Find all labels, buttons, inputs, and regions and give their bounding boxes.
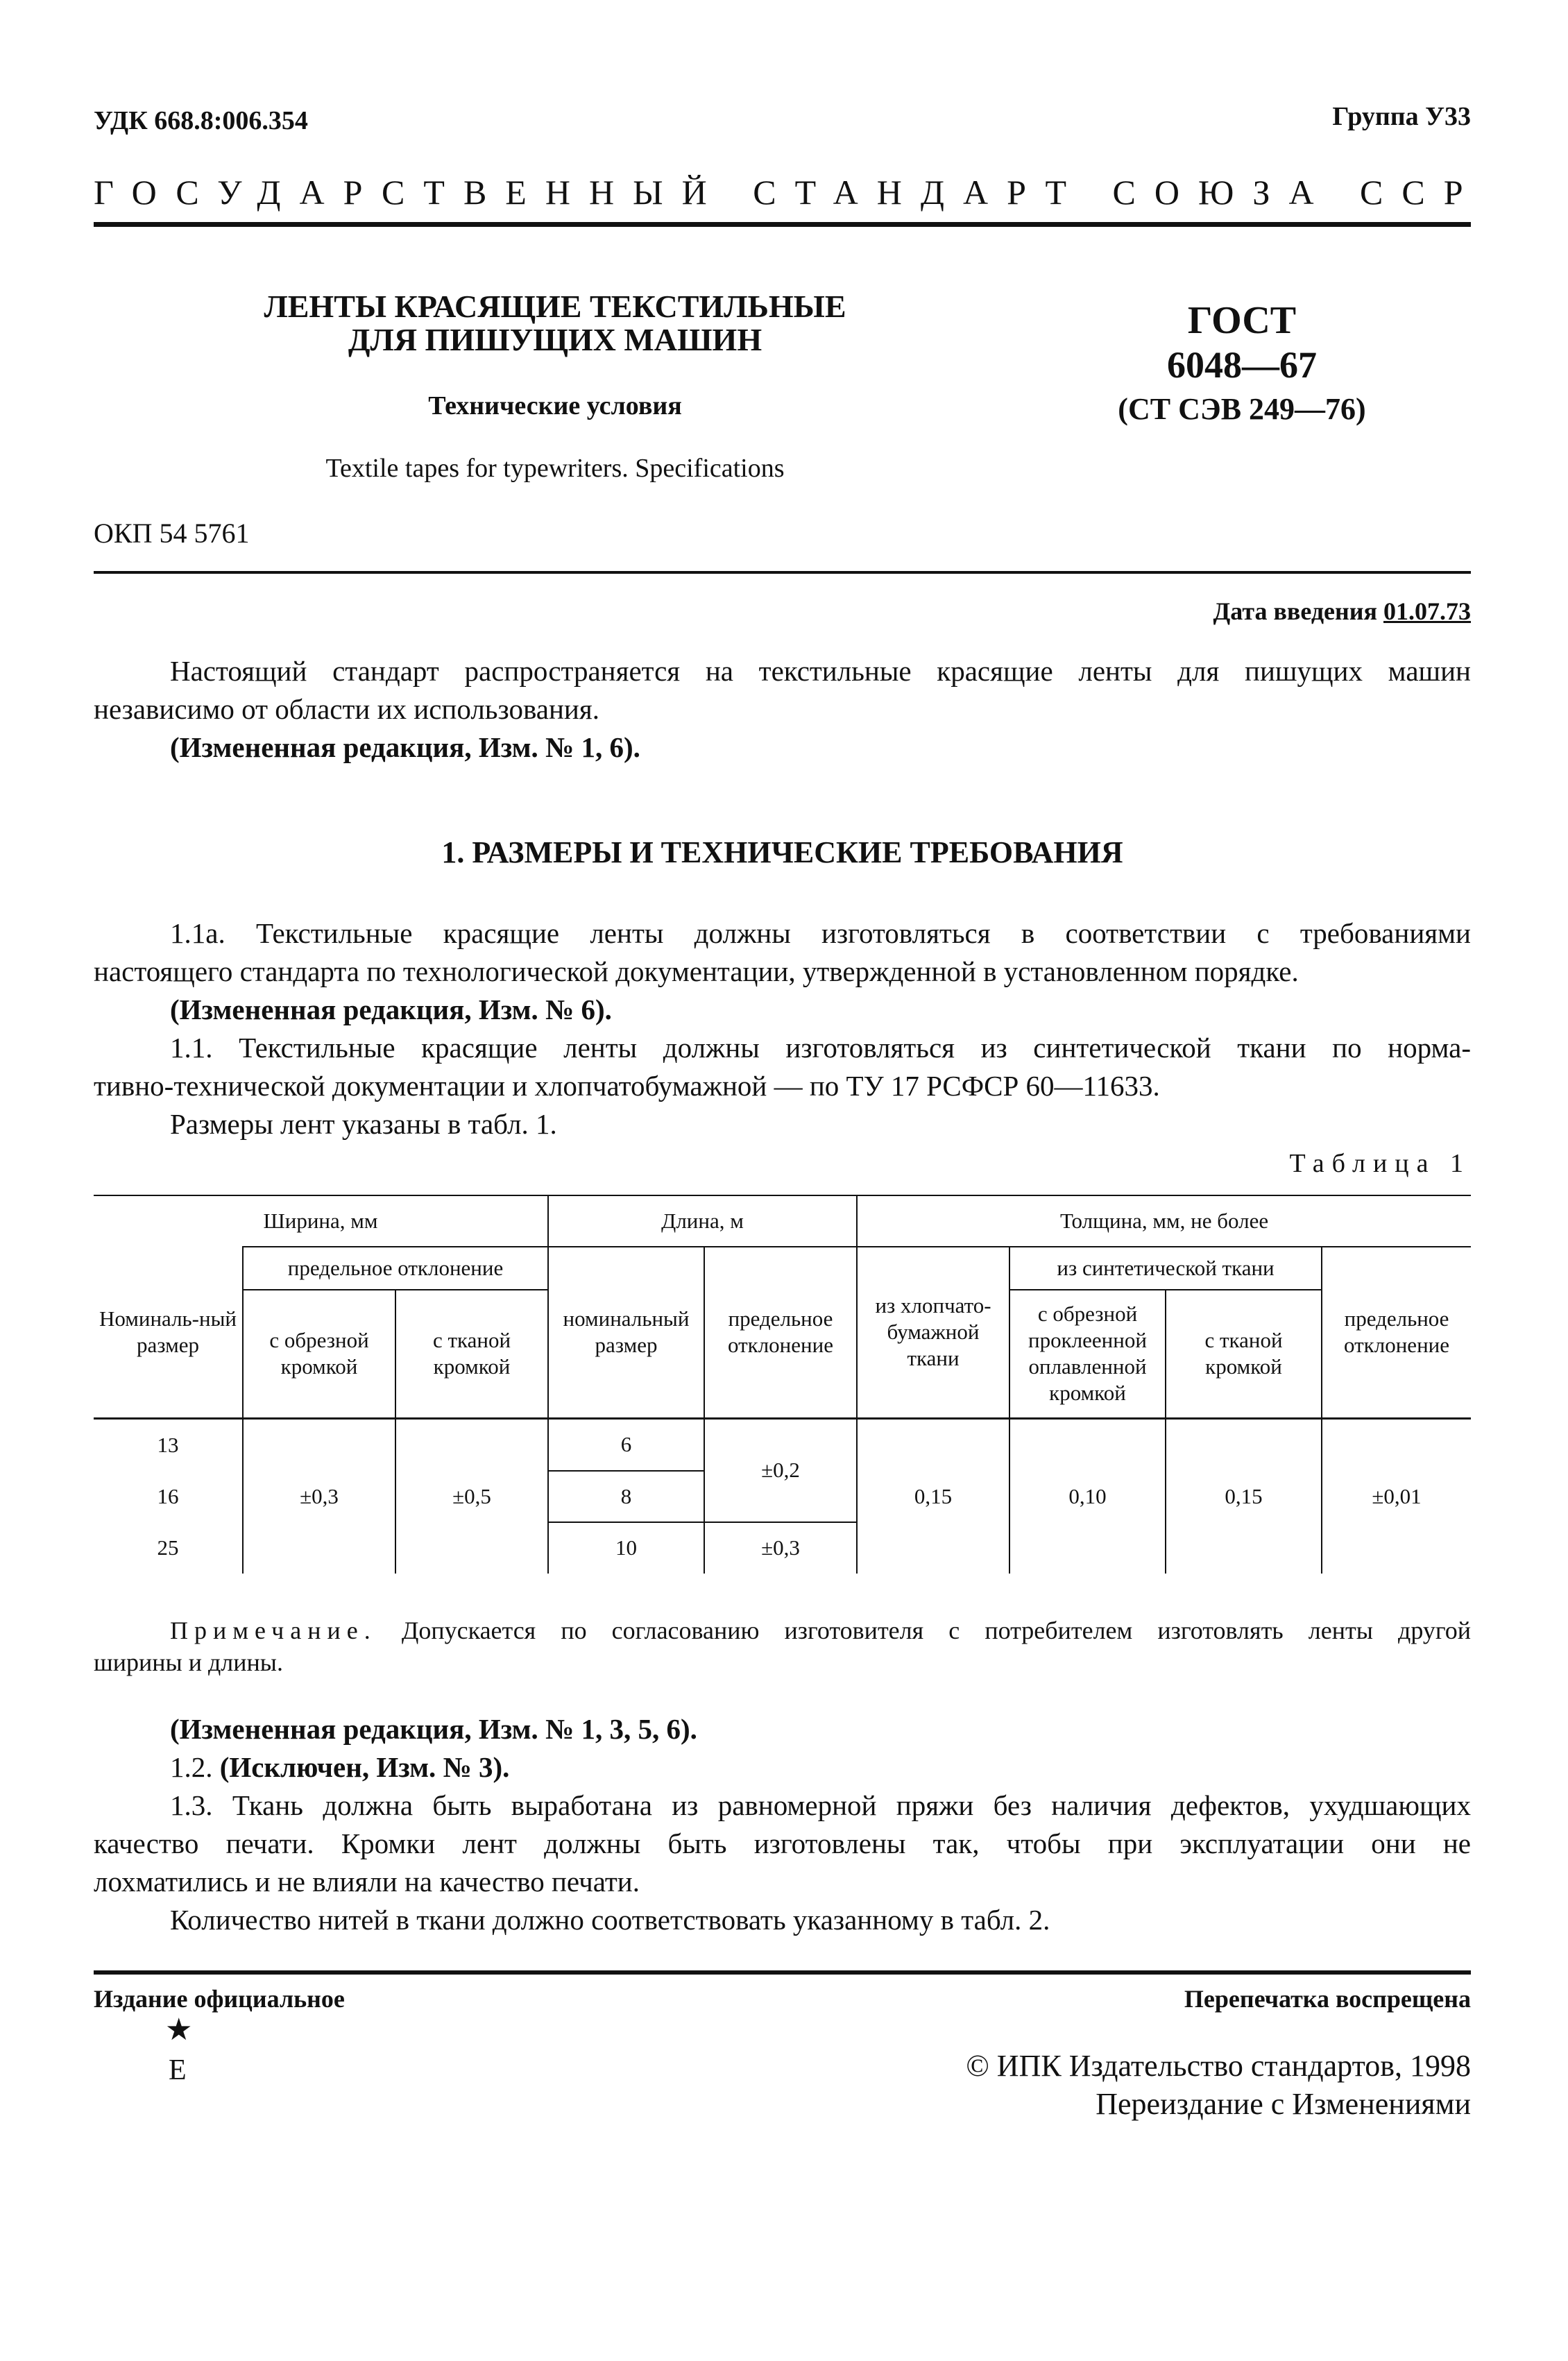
header-synthetic: из синтетической ткани — [1009, 1247, 1322, 1290]
reissue-note: Переиздание с Изменениями — [1096, 2087, 1471, 2121]
header-synthetic-woven-edge: с тканой кромкой — [1166, 1290, 1322, 1418]
note-line-1 — [94, 1614, 1471, 1646]
header-cut-edge: с обрезной кромкой — [243, 1290, 395, 1418]
header-width: Ширина, мм — [94, 1195, 548, 1247]
header-thickness-tolerance: предельное отклонение — [1322, 1247, 1471, 1418]
reprint-prohibited: Перепечатка воспрещена — [1184, 1985, 1471, 2013]
title-line-2: ДЛЯ ПИШУЩИХ МАШИН — [348, 322, 762, 357]
header-rule — [94, 222, 1471, 227]
section-1-heading: 1. РАЗМЕРЫ И ТЕХНИЧЕСКИЕ ТРЕБОВАНИЯ — [441, 835, 1123, 869]
introduction-date — [1213, 597, 1472, 626]
scope-paragraph — [94, 652, 1471, 767]
edition-letter: E — [169, 2054, 187, 2086]
note-word: Примечание. — [170, 1617, 377, 1644]
clause-1-1a-line-1: 1.1а. Текстильные красящие ленты должны изготовляться в соответствии с требованиями — [170, 917, 1471, 949]
copyright: © ИПК Издательство стандартов, 1998 — [966, 2049, 1471, 2083]
note-line-2: ширины и длины. — [94, 1648, 283, 1676]
length-value: 6 — [548, 1420, 704, 1471]
document-title — [208, 290, 902, 357]
table-note — [94, 1614, 1471, 1678]
gost-block — [1068, 298, 1415, 432]
okp-code: ОКП 54 5761 — [94, 518, 250, 549]
group-code: Группа У33 — [1332, 102, 1471, 131]
gost-label: ГОСТ — [1187, 299, 1297, 342]
english-title: Textile tapes for typewriters. Specifications — [325, 454, 785, 483]
length-tolerance-value: ±0,2 — [761, 1458, 800, 1482]
title-line-1: ЛЕНТЫ КРАСЯЩИЕ ТЕКСТИЛЬНЫЕ — [264, 289, 846, 324]
thickness-tolerance-value: ±0,01 — [1322, 1420, 1471, 1574]
cmea-number: (СТ СЭВ 249—76) — [1118, 392, 1366, 426]
clause-1-1-line-3: Размеры лент указаны в табл. 1. — [170, 1108, 557, 1140]
clause-1-2 — [94, 1748, 1471, 1787]
table-1 — [94, 1195, 1471, 1574]
tolerance-cut-value: ±0,3 — [243, 1420, 395, 1574]
tolerance-woven-value: ±0,5 — [395, 1420, 548, 1574]
header-width-tolerance: предельное отклонение — [243, 1247, 548, 1290]
header-cotton: из хлопчато-бумажной ткани — [857, 1247, 1009, 1418]
cotton-thickness-value: 0,15 — [857, 1420, 1009, 1574]
header-length-tolerance: предельное отклонение — [704, 1247, 857, 1418]
width-value: 13 — [157, 1432, 179, 1457]
official-edition: Издание официальное — [94, 1985, 345, 2013]
scope-amendment: (Измененная редакция, Изм. № 1, 6). — [170, 731, 640, 763]
udk-code: УДК 668.8:006.354 — [94, 106, 308, 135]
clause-1-3-line-2: качество печати. Кромки лент должны быть изготовлены так, чтобы при эксплуатации они не — [94, 1827, 1471, 1859]
clause-1-2-text: (Исключен, Изм. № 3). — [219, 1751, 510, 1783]
clause-1-1a — [94, 914, 1471, 1143]
length-value: 10 — [548, 1522, 704, 1574]
scope-line-2: независимо от области их использования. — [94, 693, 599, 725]
gost-number: 6048—67 — [1167, 344, 1317, 386]
clauses-1-2-1-3 — [94, 1710, 1471, 1939]
intro-date-label: Дата введения — [1213, 597, 1377, 625]
standard-banner: ГОСУДАРСТВЕННЫЙ СТАНДАРТ СОЮЗА ССР — [94, 173, 1482, 212]
header-thickness: Толщина, мм, не более — [857, 1195, 1471, 1247]
clause-1-1a-line-2: настоящего стандарта по технологической документации, утвержденной в установленном порядке. — [94, 955, 1299, 987]
width-value: 25 — [157, 1535, 179, 1560]
intro-date-value: 01.07.73 — [1383, 597, 1471, 625]
synthetic-woven-thickness-value: 0,15 — [1166, 1420, 1322, 1574]
table-1-label: Таблица 1 — [1289, 1149, 1471, 1178]
clause-1-3-line-4: Количество нитей в ткани должно соответствовать указанному в табл. 2. — [170, 1904, 1050, 1936]
clause-1-2-number: 1.2. — [170, 1751, 213, 1783]
table-amendment: (Измененная редакция, Изм. № 1, 3, 5, 6). — [170, 1713, 697, 1745]
note-text: Допускается по согласованию изготовителя с потребителем изготовлять ленты другой — [401, 1617, 1471, 1644]
clause-1-3-line-1: 1.3. Ткань должна быть выработана из равномерной пряжи без наличия дефектов, ухудшающих — [170, 1789, 1471, 1821]
header-cut-fused-edge: с обрезной проклеенной оплавленной кромкой — [1009, 1290, 1166, 1418]
length-tolerance-value: ±0,3 — [704, 1522, 857, 1574]
width-value: 16 — [157, 1483, 179, 1508]
clause-1-1a-amendment: (Измененная редакция, Изм. № 6). — [170, 994, 612, 1025]
length-value: 8 — [548, 1471, 704, 1522]
document-subtitle: Технические условия — [428, 391, 682, 420]
header-woven-edge: с тканой кромкой — [395, 1290, 548, 1418]
header-length: Длина, м — [548, 1195, 857, 1247]
footer-rule — [94, 1970, 1471, 1975]
clause-1-1-line-1: 1.1. Текстильные красящие ленты должны изготовляться из синтетической ткани по норма- — [170, 1032, 1471, 1064]
star-icon: ★ — [165, 2013, 193, 2047]
scope-line-1: Настоящий стандарт распространяется на текстильные красящие ленты для пишущих машин — [170, 655, 1471, 687]
clause-1-1-line-2: тивно-технической документации и хлопчатобумажной — по ТУ 17 РСФСР 60—11633. — [94, 1070, 1160, 1102]
header-nominal-length: номинальный размер — [548, 1247, 704, 1418]
synthetic-cut-thickness-value: 0,10 — [1009, 1420, 1166, 1574]
header-nominal-size: Номиналь-ный размер — [99, 1306, 237, 1357]
clause-1-3-line-3: лохматились и не влияли на качество печати. — [94, 1866, 640, 1898]
title-rule — [94, 571, 1471, 574]
